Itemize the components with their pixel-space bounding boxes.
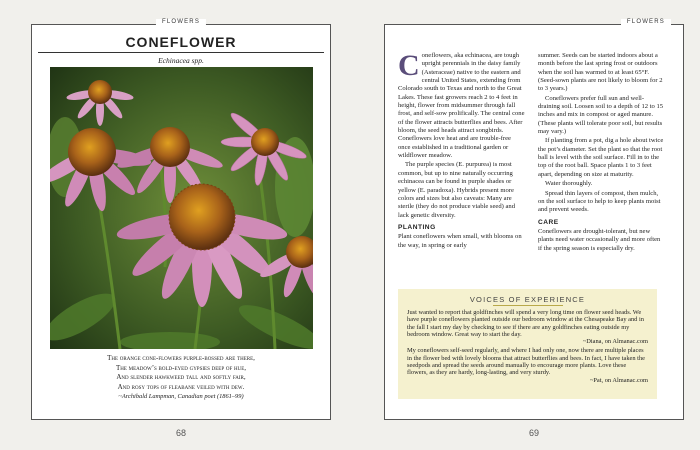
botanical-name: Echinacea spp. xyxy=(158,56,204,65)
page-title: CONEFLOWER xyxy=(125,34,237,50)
intro-paragraph xyxy=(398,49,525,160)
left-page xyxy=(31,19,331,420)
poem-line: The meadow’s bold-eyed gypsies deep of hue, xyxy=(115,363,247,372)
paragraph: If planting from a pot, dig a hole about twice the pot’s diameter. Set the plant so that the root ball is level with the soil surface. Fill in to the top of the root ball. Space plants 1 to 3 feet apart, depending on size at maturity. xyxy=(538,137,664,178)
voices-of-experience-box xyxy=(398,289,657,399)
text-column-1 xyxy=(398,49,525,251)
coneflower-photo xyxy=(50,67,313,349)
poem-line: And rosy tops of fleabane veiled with dew. xyxy=(117,382,245,391)
poem-line: The orange cone-flowers purple-bossed are there, xyxy=(107,354,255,362)
quote-text: Just wanted to report that goldfinches will spend a very long time on flower seed heads. We have purple coneflowers planted outside our bedroom window at the Chesapeake Bay and in the fall I start my day by checking to see if there are any goldfinches eating outside my bedroom window. Great way to start the day. xyxy=(407,309,644,338)
intro-text: oneflowers, aka echinacea, are tough upright perennials in the daisy family (Asteraceae) native to the eastern and central United States, extending from Colorado south to Texas and north to the Great Lakes. These fast growers reach 2 to 4 feet in height, flower from midsummer through fall frost, and self-sow prolifically. The central cone of the flower attracts butterflies and bees. After bloom, the seed heads attract songbirds. Coneflowers love heat and are trouble-free once established in a traditional garden or wildflower meadow. xyxy=(398,52,525,160)
poem xyxy=(44,354,318,402)
paragraph: Water thoroughly. xyxy=(545,180,593,188)
section-tag: FLOWERS xyxy=(156,19,206,25)
quote xyxy=(407,347,648,383)
paragraph: The purple species (E. purpurea) is most common, but up to nine naturally occurring echinacea can be found in purple shades or yellow (E. paradoxa). Hybrids present more colors and sizes but also caveats: Many are sterile (they do not produce viable seed) and lack genetic diversity. xyxy=(398,161,515,219)
quote xyxy=(407,309,648,345)
care-heading: CARE xyxy=(538,218,559,226)
voices-rule xyxy=(493,305,563,306)
page-number-right: 69 xyxy=(528,428,539,438)
quote-signature: ~Pat, on Almanac.com xyxy=(589,376,648,384)
quote-signature: ~Diana, on Almanac.com xyxy=(582,338,648,346)
planting-heading: PLANTING xyxy=(398,223,436,231)
drop-cap: C xyxy=(398,49,420,82)
text-column-2 xyxy=(538,52,665,254)
paragraph: Coneflowers prefer full sun and well-draining soil. Loosen soil to a depth of 12 to 15 inches and mix in compost or aged manure. (These plants will tolerate poor soil, but results may vary.) xyxy=(538,94,664,136)
poem-citation: ~Archibald Lampman, Canadian poet (1861–99) xyxy=(118,393,244,401)
right-page xyxy=(384,19,684,420)
voices-quotes xyxy=(407,309,648,386)
care-paragraph: Coneflowers are drought-tolerant, but new plants need water occasionally and more often if the spring season is especially dry. xyxy=(538,227,661,252)
voices-title: VOICES OF EXPERIENCE xyxy=(469,295,586,304)
quote-text: My coneflowers self-seed regularly, and where I had only one, now there are multiple places in the flower bed with lovely blooms that attract butterflies and bees. In fact, I have taken the seedpods and spread the seeds around manually to encourage more plants. Love these flowers, as they are hardy, long-lasting, and very sturdy. xyxy=(407,347,645,377)
paragraph: summer. Seeds can be started indoors about a month before the last spring frost or outdoors when the soil has warmed to at least 65°F. (Seed-sown plants are not likely to bloom for 2 to 3 years.) xyxy=(538,52,663,93)
section-tag: FLOWERS xyxy=(621,19,671,25)
paragraph: Spread thin layers of compost, then mulch, on the soil surface to help to keep plants moist and prevent weeds. xyxy=(538,189,661,214)
page-number-left: 68 xyxy=(175,428,186,438)
title-rule xyxy=(38,52,324,53)
planting-paragraph: Plant coneflowers when small, with blooms on the way, in spring or early xyxy=(398,233,522,249)
poem-line: And slender hawkweed tall and softly fair, xyxy=(116,373,246,382)
